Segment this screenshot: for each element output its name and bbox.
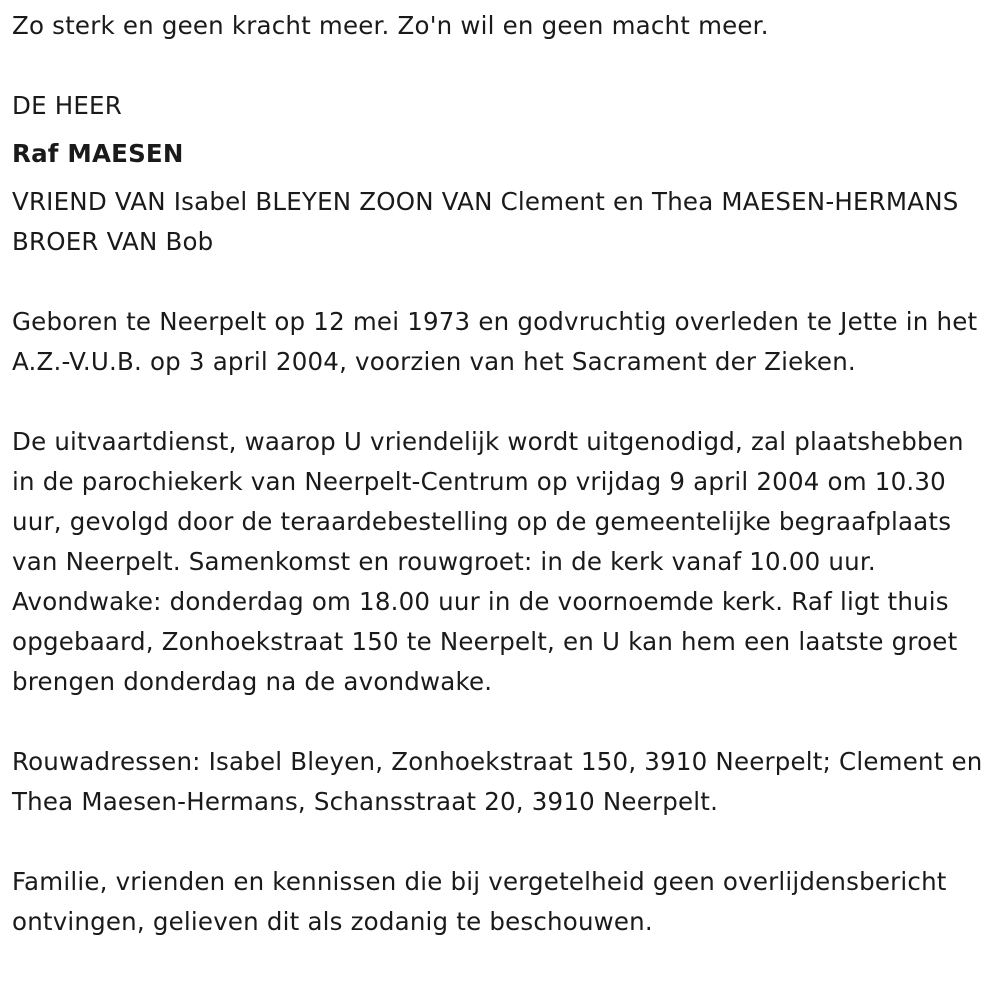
- relations: VRIEND VAN Isabel BLEYEN ZOON VAN Clement en Thea MAESEN-HERMANS BROER VAN Bob: [12, 187, 959, 256]
- birth-death-details: Geboren te Neerpelt op 12 mei 1973 en godvruchtig overleden te Jette in het A.Z.-V.U.B. op 3 april 2004, voorzien van het Sacrament der Zieken.: [12, 307, 978, 376]
- spacer: [12, 822, 988, 862]
- closing-note: Familie, vrienden en kennissen die bij vergetelheid geen overlijdensbericht ontvingen, gelieven dit als zodanig te beschouwen.: [12, 867, 947, 936]
- spacer: [12, 382, 988, 422]
- mourning-addresses: Rouwadressen: Isabel Bleyen, Zonhoekstraat 150, 3910 Neerpelt; Clement en Thea Maesen-Hermans, Schansstraat 20, 3910 Neerpelt.: [12, 747, 983, 816]
- obituary-document: [12, 6, 988, 942]
- spacer: [12, 174, 988, 182]
- spacer: [12, 702, 988, 742]
- honorific-title: DE HEER: [12, 91, 122, 120]
- spacer: [12, 126, 988, 134]
- spacer: [12, 262, 988, 302]
- spacer: [12, 46, 988, 86]
- motto: Zo sterk en geen kracht meer. Zo'n wil en geen macht meer.: [12, 11, 769, 40]
- deceased-name: Raf MAESEN: [12, 139, 184, 168]
- funeral-details: De uitvaartdienst, waarop U vriendelijk wordt uitgenodigd, zal plaatshebben in de parochiekerk van Neerpelt-Centrum op vrijdag 9 april 2004 om 10.30 uur, gevolgd door de teraardebestelling op de gemeentelijke begraafplaats van Neerpelt. Samenkomst en rouwgroet: in de kerk vanaf 10.00 uur. Avondwake: donderdag om 18.00 uur in de voornoemde kerk. Raf ligt thuis opgebaard, Zonhoekstraat 150 te Neerpelt, en U kan hem een laatste groet brengen donderdag na de avondwake.: [12, 427, 964, 696]
